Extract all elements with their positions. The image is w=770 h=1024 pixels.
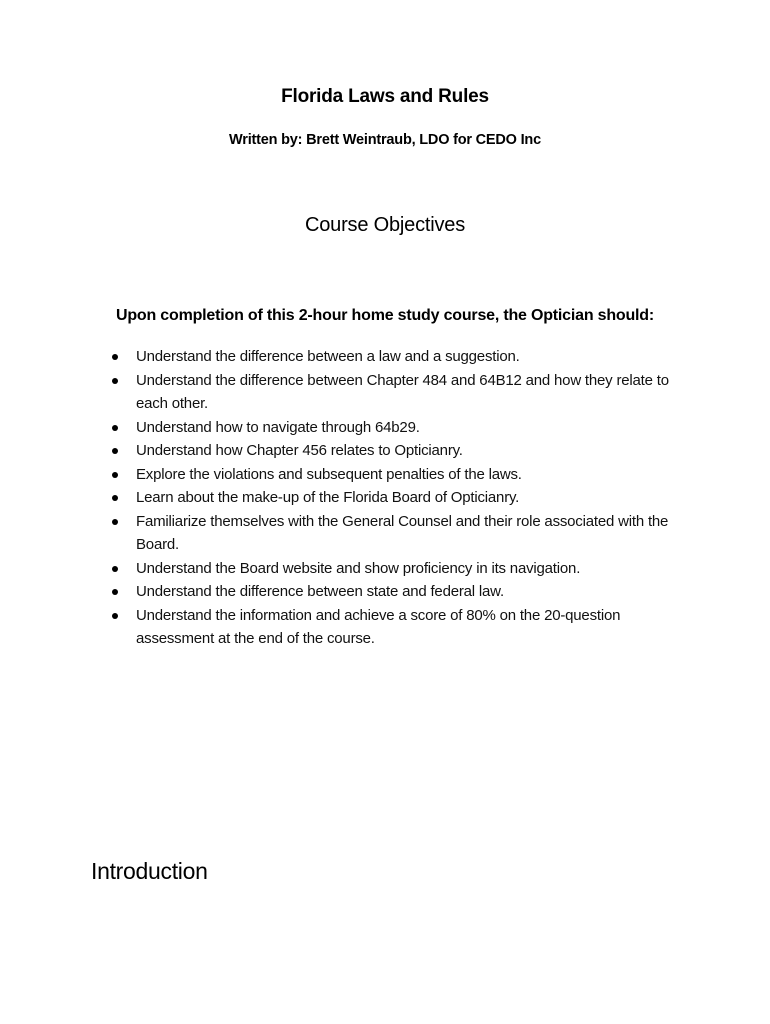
objective-text: Familiarize themselves with the General Counsel and their role associated with the Board.	[136, 512, 669, 553]
objective-item	[112, 486, 692, 510]
objective-item	[112, 580, 692, 604]
bullet-icon	[112, 472, 118, 478]
bullet-icon	[112, 495, 118, 501]
objectives-list	[112, 345, 692, 651]
objective-item	[112, 510, 692, 557]
objective-text: Explore the violations and subsequent penalties of the laws.	[136, 465, 522, 483]
objective-item	[112, 463, 692, 487]
bullet-icon	[112, 448, 118, 454]
course-objectives-heading: Course Objectives	[305, 214, 465, 236]
bullet-icon	[112, 378, 118, 384]
bullet-icon	[112, 566, 118, 572]
objective-item	[112, 416, 692, 440]
objective-text: Understand the difference between state and federal law.	[136, 583, 504, 600]
introduction-heading: Introduction	[91, 858, 208, 884]
objective-text: Understand the information and achieve a score of 80% on the 20-question assessment at the end of the course.	[136, 606, 621, 647]
objective-item	[112, 345, 692, 369]
objectives-intro: Upon completion of this 2-hour home study course, the Optician should:	[115, 307, 655, 324]
objective-text: Learn about the make-up of the Florida Board of Opticianry.	[136, 489, 520, 506]
objective-item	[112, 604, 692, 651]
author-byline: Written by: Brett Weintraub, LDO for CEDO Inc	[229, 132, 541, 148]
bullet-icon	[112, 354, 118, 360]
objective-item	[112, 557, 692, 581]
bullet-icon	[112, 425, 118, 431]
bullet-icon	[112, 613, 118, 619]
document-title: Florida Laws and Rules	[281, 86, 489, 107]
objective-text: Understand the difference between Chapter 484 and 64B12 and how they relate to each other.	[136, 371, 669, 412]
objective-item	[112, 439, 692, 463]
objective-text: Understand how to navigate through 64b29.	[136, 418, 420, 436]
objective-text: Understand how Chapter 456 relates to Opticianry.	[136, 442, 463, 459]
objective-text: Understand the difference between a law and a suggestion.	[136, 348, 520, 365]
bullet-icon	[112, 519, 118, 525]
objective-item	[112, 369, 692, 416]
objective-text: Understand the Board website and show proficiency in its navigation.	[136, 559, 581, 577]
bullet-icon	[112, 589, 118, 595]
